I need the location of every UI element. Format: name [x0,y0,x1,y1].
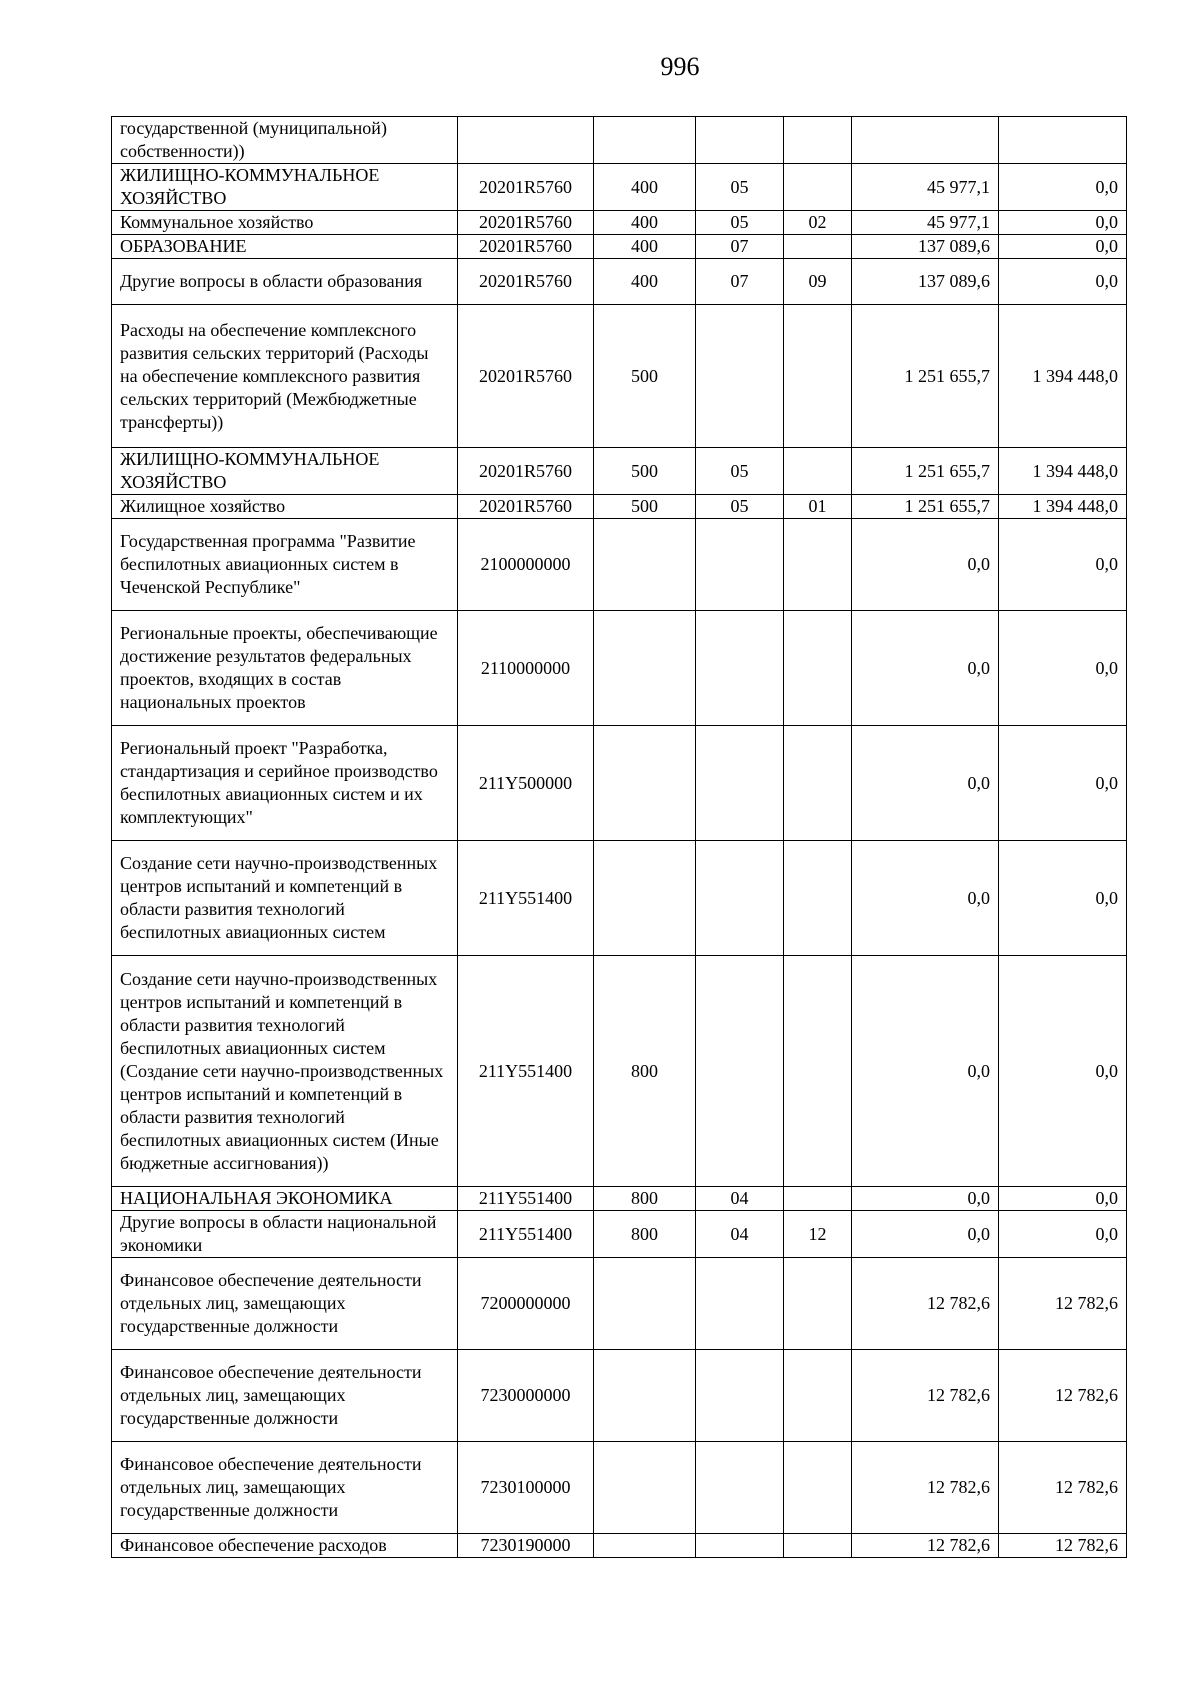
expense-type-cell: 500 [594,448,696,495]
table-row [112,956,1127,1187]
amount-year1-cell: 12 782,6 [852,1350,999,1442]
table-row [112,1350,1127,1442]
amount-year1-cell: 45 977,1 [852,164,999,211]
section-cell [696,611,784,726]
section-cell: 04 [696,1187,784,1211]
amount-year2-cell: 0,0 [999,726,1127,841]
amount-year1-cell: 1 251 655,7 [852,495,999,519]
target-article-cell: 20201R5760 [458,235,594,259]
expense-type-cell [594,841,696,956]
subsection-cell [784,235,852,259]
section-cell [696,956,784,1187]
section-cell: 05 [696,164,784,211]
target-article-cell: 211Y500000 [458,726,594,841]
table-row [112,235,1127,259]
amount-year1-cell: 137 089,6 [852,235,999,259]
budget-table [111,116,1127,1558]
amount-year2-cell: 0,0 [999,164,1127,211]
subsection-cell [784,305,852,448]
table-row [112,1187,1127,1211]
section-cell: 07 [696,259,784,305]
section-cell: 05 [696,211,784,235]
target-article-cell: 2100000000 [458,519,594,611]
target-article-cell: 211Y551400 [458,1187,594,1211]
section-cell [696,1258,784,1350]
table-row [112,117,1127,164]
amount-year2-cell: 0,0 [999,1187,1127,1211]
row-name-cell: Расходы на обеспечение комплексного развития сельских территорий (Расходы на обеспечение комплексного развития сельских территорий (Межбюджетные трансферты)) [112,305,458,448]
amount-year2-cell: 0,0 [999,841,1127,956]
row-name-cell: Финансовое обеспечение деятельности отдельных лиц, замещающих государственные должности [112,1258,458,1350]
amount-year2-cell: 0,0 [999,611,1127,726]
amount-year1-cell: 12 782,6 [852,1258,999,1350]
subsection-cell: 02 [784,211,852,235]
table-row [112,211,1127,235]
subsection-cell [784,611,852,726]
subsection-cell [784,1258,852,1350]
amount-year2-cell: 0,0 [999,956,1127,1187]
target-article-cell: 211Y551400 [458,841,594,956]
expense-type-cell: 400 [594,164,696,211]
expense-type-cell: 800 [594,956,696,1187]
row-name-cell: Региональные проекты, обеспечивающие достижение результатов федеральных проектов, входящих в состав национальных проектов [112,611,458,726]
target-article-cell: 7230100000 [458,1442,594,1534]
row-name-cell: Финансовое обеспечение расходов [112,1534,458,1558]
table-row [112,611,1127,726]
row-name-cell: государственной (муниципальной) собственности)) [112,117,458,164]
table-row [112,164,1127,211]
section-cell [696,1534,784,1558]
expense-type-cell: 400 [594,259,696,305]
section-cell [696,1350,784,1442]
subsection-cell [784,1187,852,1211]
row-name-cell: Государственная программа "Развитие беспилотных авиационных систем в Чеченской Республике" [112,519,458,611]
target-article-cell: 20201R5760 [458,259,594,305]
row-name-cell: Создание сети научно-производственных центров испытаний и компетенций в области развития технологий беспилотных авиационных систем [112,841,458,956]
amount-year1-cell: 1 251 655,7 [852,305,999,448]
table-row [112,259,1127,305]
target-article-cell: 20201R5760 [458,164,594,211]
subsection-cell: 01 [784,495,852,519]
subsection-cell [784,956,852,1187]
section-cell [696,841,784,956]
subsection-cell [784,164,852,211]
row-name-cell: Другие вопросы в области образования [112,259,458,305]
section-cell: 07 [696,235,784,259]
amount-year1-cell: 137 089,6 [852,259,999,305]
row-name-cell: Финансовое обеспечение деятельности отдельных лиц, замещающих государственные должности [112,1350,458,1442]
table-row [112,305,1127,448]
expense-type-cell [594,1350,696,1442]
subsection-cell [784,1442,852,1534]
table-row [112,519,1127,611]
expense-type-cell [594,1442,696,1534]
target-article-cell: 7230000000 [458,1350,594,1442]
subsection-cell [784,117,852,164]
target-article-cell: 211Y551400 [458,956,594,1187]
row-name-cell: Финансовое обеспечение деятельности отдельных лиц, замещающих государственные должности [112,1442,458,1534]
amount-year1-cell [852,117,999,164]
subsection-cell [784,1534,852,1558]
expense-type-cell [594,1534,696,1558]
table-body [112,117,1127,1558]
expense-type-cell [594,611,696,726]
amount-year2-cell: 1 394 448,0 [999,448,1127,495]
table-row [112,495,1127,519]
amount-year1-cell: 45 977,1 [852,211,999,235]
expense-type-cell [594,726,696,841]
subsection-cell [784,726,852,841]
row-name-cell: Жилищное хозяйство [112,495,458,519]
expense-type-cell [594,117,696,164]
subsection-cell [784,448,852,495]
amount-year2-cell: 12 782,6 [999,1534,1127,1558]
section-cell [696,519,784,611]
page-number: 996 [660,52,700,81]
target-article-cell: 211Y551400 [458,1211,594,1258]
amount-year1-cell: 12 782,6 [852,1534,999,1558]
amount-year1-cell: 0,0 [852,1211,999,1258]
amount-year1-cell: 0,0 [852,1187,999,1211]
table-row [112,841,1127,956]
target-article-cell: 20201R5760 [458,211,594,235]
target-article-cell [458,117,594,164]
table-row [112,1211,1127,1258]
amount-year2-cell: 1 394 448,0 [999,305,1127,448]
expense-type-cell [594,1258,696,1350]
amount-year2-cell: 12 782,6 [999,1442,1127,1534]
table-row [112,1442,1127,1534]
amount-year2-cell: 0,0 [999,211,1127,235]
expense-type-cell [594,519,696,611]
section-cell: 05 [696,495,784,519]
amount-year1-cell: 0,0 [852,611,999,726]
expense-type-cell: 800 [594,1187,696,1211]
row-name-cell: НАЦИОНАЛЬНАЯ ЭКОНОМИКА [112,1187,458,1211]
row-name-cell: Другие вопросы в области национальной экономики [112,1211,458,1258]
target-article-cell: 2110000000 [458,611,594,726]
expense-type-cell: 800 [594,1211,696,1258]
subsection-cell [784,1350,852,1442]
section-cell: 05 [696,448,784,495]
expense-type-cell: 500 [594,305,696,448]
section-cell [696,117,784,164]
table-row [112,1534,1127,1558]
amount-year1-cell: 12 782,6 [852,1442,999,1534]
expense-type-cell: 400 [594,211,696,235]
target-article-cell: 7200000000 [458,1258,594,1350]
row-name-cell: ЖИЛИЩНО-КОММУНАЛЬНОЕ ХОЗЯЙСТВО [112,164,458,211]
table-row [112,726,1127,841]
amount-year1-cell: 0,0 [852,841,999,956]
amount-year1-cell: 0,0 [852,519,999,611]
amount-year1-cell: 0,0 [852,956,999,1187]
table-row [112,448,1127,495]
row-name-cell: Региональный проект "Разработка, стандартизация и серийное производство беспилотных авиационных систем и их комплектующих" [112,726,458,841]
target-article-cell: 20201R5760 [458,495,594,519]
amount-year2-cell: 0,0 [999,519,1127,611]
subsection-cell: 12 [784,1211,852,1258]
amount-year2-cell [999,117,1127,164]
amount-year1-cell: 1 251 655,7 [852,448,999,495]
amount-year2-cell: 0,0 [999,1211,1127,1258]
row-name-cell: Создание сети научно-производственных центров испытаний и компетенций в области развития технологий беспилотных авиационных систем (Создание сети научно-производственных центров испытаний и компетенций в области развития технологий беспилотных авиационных систем (Иные бюджетные ассигнования)) [112,956,458,1187]
section-cell: 04 [696,1211,784,1258]
expense-type-cell: 400 [594,235,696,259]
section-cell [696,305,784,448]
row-name-cell: Коммунальное хозяйство [112,211,458,235]
row-name-cell: ЖИЛИЩНО-КОММУНАЛЬНОЕ ХОЗЯЙСТВО [112,448,458,495]
target-article-cell: 20201R5760 [458,448,594,495]
amount-year1-cell: 0,0 [852,726,999,841]
subsection-cell [784,841,852,956]
amount-year2-cell: 12 782,6 [999,1258,1127,1350]
amount-year2-cell: 0,0 [999,235,1127,259]
row-name-cell: ОБРАЗОВАНИЕ [112,235,458,259]
table-row [112,1258,1127,1350]
subsection-cell [784,519,852,611]
target-article-cell: 20201R5760 [458,305,594,448]
target-article-cell: 7230190000 [458,1534,594,1558]
amount-year2-cell: 0,0 [999,259,1127,305]
amount-year2-cell: 12 782,6 [999,1350,1127,1442]
amount-year2-cell: 1 394 448,0 [999,495,1127,519]
section-cell [696,1442,784,1534]
subsection-cell: 09 [784,259,852,305]
expense-type-cell: 500 [594,495,696,519]
section-cell [696,726,784,841]
